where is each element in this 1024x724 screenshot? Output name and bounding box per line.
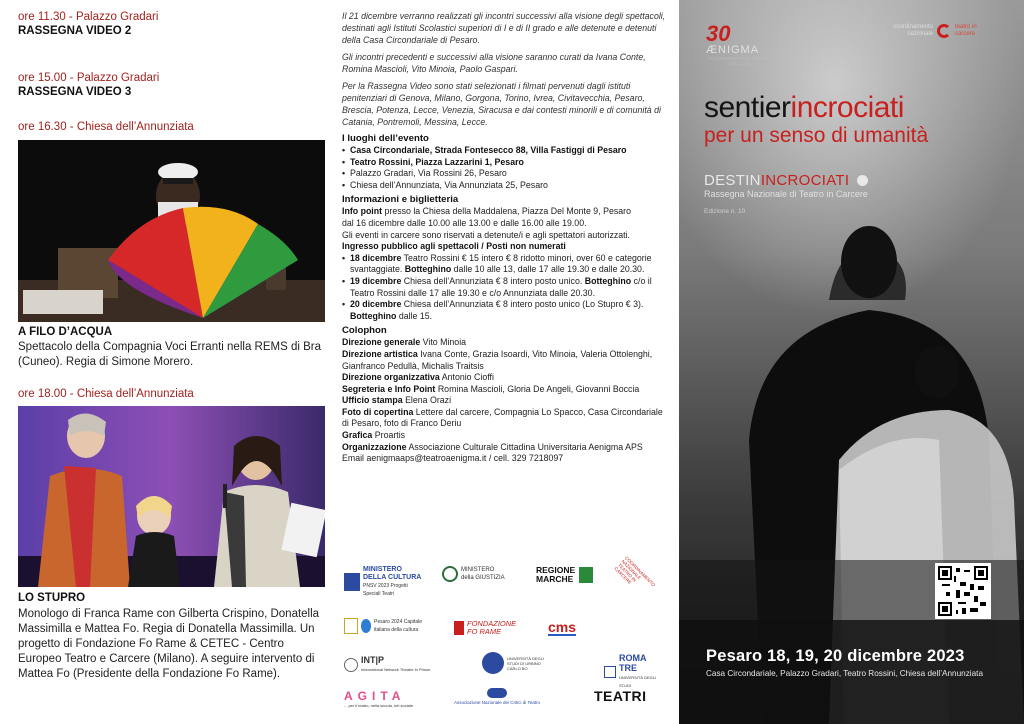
marche-flag-icon <box>579 567 593 583</box>
logo-uniurb: UNIVERSITÀ DEGLI STUDI DI URBINO CARLO BO <box>482 652 550 674</box>
show-description: Spettacolo della Compagnia Voci Erranti nella REMS di Bra (Cuneo). Regia di Simone Morero. <box>18 341 321 368</box>
logo-coordinamento: COORDINAMENTO NAZIONALE TEATRO IN CARCERE <box>613 555 657 588</box>
logo-anct: Associazione Nazionale dei Critici di Teatro <box>442 688 552 707</box>
ticket-day-19: • 19 dicembre Chiesa dell’Annunziata € 8 intero posto unico. Botteghino c/o il Teatro Rossini dalle 17 alle 19.30 e c/o Annunziata dalle 20.30. <box>342 276 668 299</box>
public-heading: Ingresso pubblico agli spettacoli / Posti non numerati <box>342 241 566 252</box>
seal-icon <box>482 652 504 674</box>
mask-icon <box>487 688 507 698</box>
coordinamento-logo: coordinamento nazionale teatro in carcere <box>893 24 977 37</box>
figure-icon <box>454 621 464 635</box>
slot-time: ore 18.00 - Chiesa dell’Annunziata <box>18 388 194 400</box>
logo-intp: INT|P International Network Theatre in Prison <box>344 656 440 674</box>
slot-title: RASSEGNA VIDEO 2 <box>18 25 132 37</box>
logo-roma-tre: ROMA TRE UNIVERSITÀ DEGLI STUDI <box>604 654 664 690</box>
colophon-row: Organizzazione Associazione Culturale Cittadina Universitaria Aenigma APS <box>342 441 643 452</box>
pesaro-icon <box>361 619 371 633</box>
show-description: Monologo di Franca Rame con Gilberta Crispino, Donatella Massimilla e Mattea Fo. Regia di Donatella Massimilla. Un progetto di Fondazione Fo Rame & CETEC - Centro Europeo Teatro e Carcere (Milano). A seguire intervento di Mattea Fo (Presidente della Fondazione Fo Rame). <box>18 608 320 680</box>
crest-icon <box>344 618 358 634</box>
info-point: Info point presso la Chiesa della Maddalena, Piazza Del Monte 9, Pesaro <box>342 206 631 217</box>
colophon-row: Ufficio stampa Elena Orazi <box>342 395 452 406</box>
colophon-heading: Colophon <box>342 325 387 337</box>
ticket-day-18: • 18 dicembre Teatro Rossini € 15 intero € 8 ridotto minori, over 60 e categorie svantaggiate. Botteghino dalle 10 alle 13, dalle 17 alle 19.30 e dalle 20.30. <box>342 253 668 276</box>
logo-pesaro-2024: Pesaro 2024 Capitale italiana della cultura <box>344 618 440 634</box>
schedule-slot <box>18 120 194 134</box>
cover-subtitle: per un senso di umanità <box>704 124 929 147</box>
info-note: Gli eventi in carcere sono riservati a detenute/i e agli spettatori autorizzati. <box>342 229 630 240</box>
slot-title: RASSEGNA VIDEO 3 <box>18 86 132 98</box>
colophon-row: Direzione generale Vito Minoia <box>342 337 467 348</box>
show-title: A FILO D’ACQUA <box>18 326 113 338</box>
aenigma-logo: 30 ÆNIGMA ALL'UNIVERSITÀ DI URBINO CARLO BO <box>706 21 770 66</box>
destini-logo: DESTININCROCIATI <box>704 172 868 189</box>
partner-logos <box>342 555 668 714</box>
logo-teatri: TEATRI <box>594 688 647 704</box>
slot-time: ore 11.30 - Palazzo Gradari <box>18 11 159 23</box>
colophon-row: Foto di copertina Lettere dal carcere, Compagnia Lo Spacco, Casa Circondariale di Pesaro, foto di Franco Deriu <box>342 406 663 429</box>
logo-regione-marche: REGIONE MARCHE <box>536 566 602 584</box>
intro-paragraph: Il 21 dicembre verranno realizzati gli incontri successivi alla visione degli spettacoli, destinati agli Istituti Scolastici superiori di I e di II grado e alle detenute e detenuti della Casa Circondariale di Pesaro. <box>342 11 666 45</box>
colophon-row: Segreteria e Info Point Romina Mascioli, Gloria De Angeli, Giovanni Boccia <box>342 383 640 394</box>
ticket-day-20: • 20 dicembre Chiesa dell’Annunziata € 8 intero posto unico (Lo Stupro € 3). Botteghino dalle 15. <box>342 299 668 322</box>
event-places: Casa Circondariale, Palazzo Gradari, Teatro Rossini, Chiesa dell’Annunziata <box>706 669 983 678</box>
schedule-slot <box>18 71 159 99</box>
festival-name: Rassegna Nazionale di Teatro in Carcere <box>704 189 868 199</box>
schedule-slot <box>18 387 194 401</box>
intro-text <box>342 10 668 128</box>
cover-panel <box>679 0 1024 724</box>
place-item: • Palazzo Gradari, Via Rossini 26, Pesaro <box>342 168 668 180</box>
logo-ministero-giustizia: MINISTERO della GIUSTIZIA <box>442 566 508 582</box>
slot-time: ore 16.30 - Chiesa dell’Annunziata <box>18 121 194 133</box>
arch-icon <box>604 666 616 678</box>
place-item: • Chiesa dell’Annunziata, Via Annunziata 25, Pesaro <box>342 180 668 192</box>
show-photo-stage <box>18 406 325 587</box>
emblem-icon <box>344 573 360 591</box>
info-hours: dal 16 dicembre dalle 10.00 alle 13.00 e dalle 16.00 alle 19.00. <box>342 217 587 228</box>
event-dates: Pesaro 18, 19, 20 dicembre 2023 <box>706 647 965 665</box>
place-item: • Casa Circondariale, Strada Fontesecco 88, Villa Fastiggi di Pesaro <box>342 145 668 157</box>
info-heading: Informazioni e biglietteria <box>342 194 459 206</box>
logo-ministero-cultura: MINISTERO DELLA CULTURA PNSV 2023 Progetti Speciali Teatri <box>344 566 424 598</box>
show-title: LO STUPRO <box>18 592 86 604</box>
globe-icon <box>344 658 358 672</box>
slot-time: ore 15.00 - Palazzo Gradari <box>18 72 160 84</box>
logo-agita: AGITA ... per il teatro, nella scuola, nel sociale <box>344 689 413 708</box>
colophon-row: Grafica Proartis <box>342 430 406 441</box>
show-photo-umbrella <box>18 140 325 322</box>
intro-paragraph: Gli incontri precedenti e successivi alla visione saranno curati da Ivana Conte, Romina Mascioli, Vito Minoia, Paolo Gaspari. <box>342 52 646 74</box>
places-heading: I luoghi dell’evento <box>342 133 429 144</box>
logo-fondazione-fo-rame: FONDAZIONE FO RAME <box>454 620 528 636</box>
contact-email: Email aenigmaaps@teatroaenigma.it / cell. 329 7218097 <box>342 453 564 464</box>
coord-swirl-icon <box>937 24 951 38</box>
emblem-icon <box>442 566 458 582</box>
schedule-column <box>18 10 328 714</box>
colophon-row: Direzione organizzativa Antonio Cioffi <box>342 372 494 383</box>
colophon-row: Direzione artistica Ivana Conte, Grazia Isoardi, Vito Minoia, Valeria Ottolenghi, Gianfranco Pedullà, Michalis Traitsis <box>342 348 653 371</box>
cover-title: sentierincrociati <box>704 91 904 124</box>
destini-mark-icon <box>857 175 868 186</box>
schedule-slot <box>18 10 158 38</box>
info-column <box>342 10 668 714</box>
intro-paragraph: Per la Rassegna Video sono stati selezionati i filmati pervenuti dagli istituti penitenziari di Genova, Milano, Gorgona, Torino, Ivrea, Civitavecchia, Pesaro, Brescia, Potenza, Lecce, Venezia, Siracusa e dai contesti minorili e di comunità di Catania, Pontremoli, Messina, Lecce. <box>342 81 661 127</box>
qr-code-icon[interactable] <box>935 563 991 619</box>
logo-cms: cms <box>548 619 577 635</box>
edition: Edizione n. 10 <box>704 208 746 215</box>
place-item: • Teatro Rossini, Piazza Lazzarini 1, Pesaro <box>342 157 668 169</box>
